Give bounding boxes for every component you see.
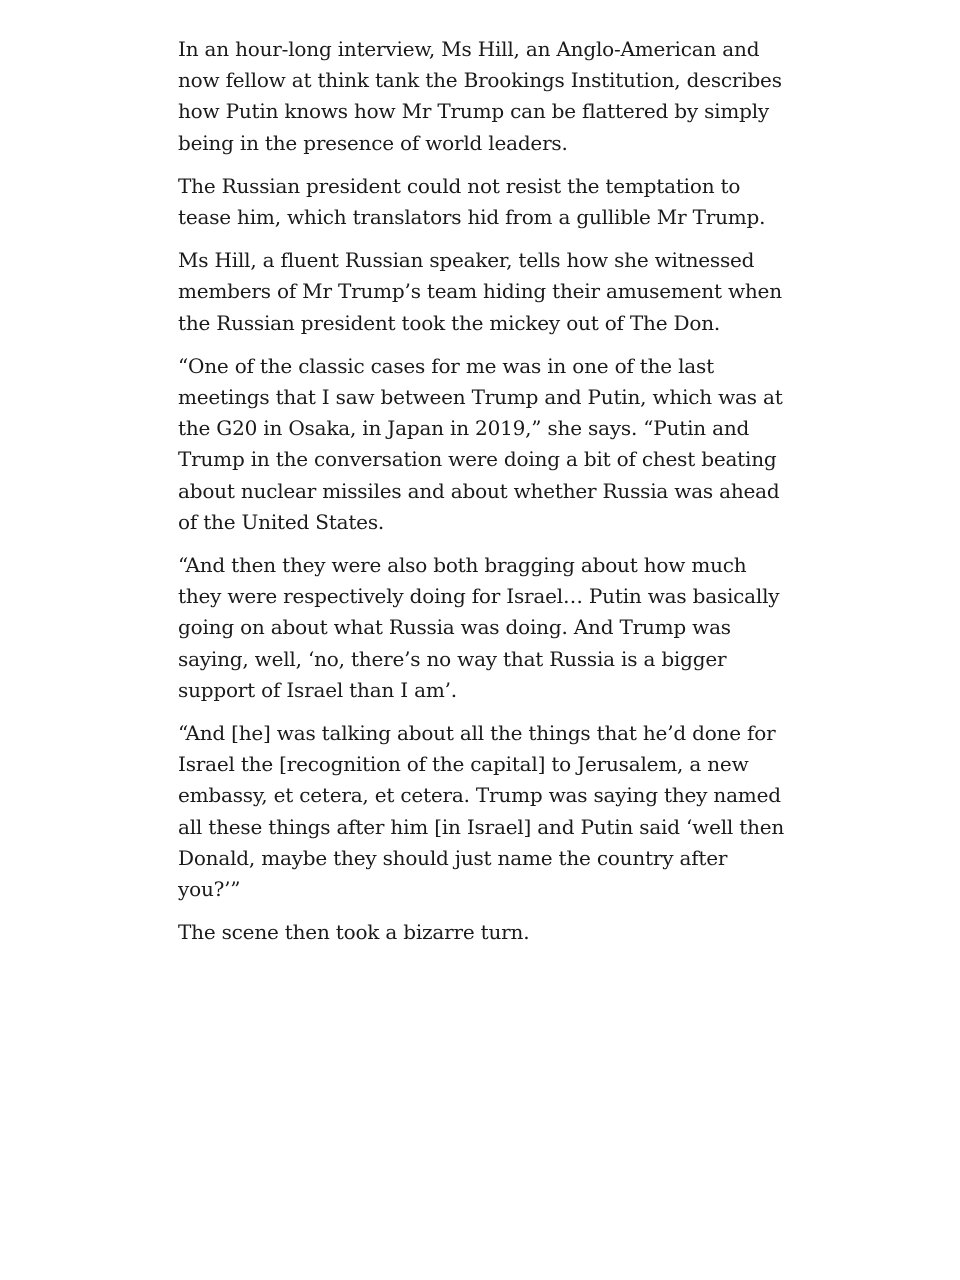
article-body bbox=[178, 34, 790, 960]
article-paragraph: “One of the classic cases for me was in one of the last meetings that I saw between Trump and Putin, which was at the G20 in Osaka, in Japan in 2019,” she says. “Putin and Trump in the conversation were doing a bit of chest beating about nuclear missiles and about whether Russia was ahead of the United States. bbox=[178, 353, 783, 534]
article-paragraph: In an hour-long interview, Ms Hill, an Anglo-American and now fellow at think tank the Brookings Institution, describes how Putin knows how Mr Trump can be flattered by simply being in the presence of world leaders. bbox=[178, 37, 782, 155]
article-paragraph: Ms Hill, a fluent Russian speaker, tells how she witnessed members of Mr Trump’s team hiding their amusement when the Russian president took the mickey out of The Don. bbox=[178, 248, 782, 335]
article-paragraph: The scene then took a bizarre turn. bbox=[178, 920, 530, 945]
article-paragraph: “And [he] was talking about all the things that he’d done for Israel the [recognition of the capital] to Jerusalem, a new embassy, et cetera, et cetera. Trump was saying they named all these things after him [in Israel] and Putin said ‘well then Donald, maybe they should just name the country after you?’” bbox=[178, 721, 785, 902]
article-paragraph: The Russian president could not resist the temptation to tease him, which translators hid from a gullible Mr Trump. bbox=[178, 173, 766, 230]
article-paragraph: “And then they were also both bragging about how much they were respectively doing for Israel… Putin was basically going on about what Russia was doing. And Trump was saying, well, ‘no, there’s no way that Russia is a bigger support of Israel than I am’. bbox=[178, 553, 780, 702]
